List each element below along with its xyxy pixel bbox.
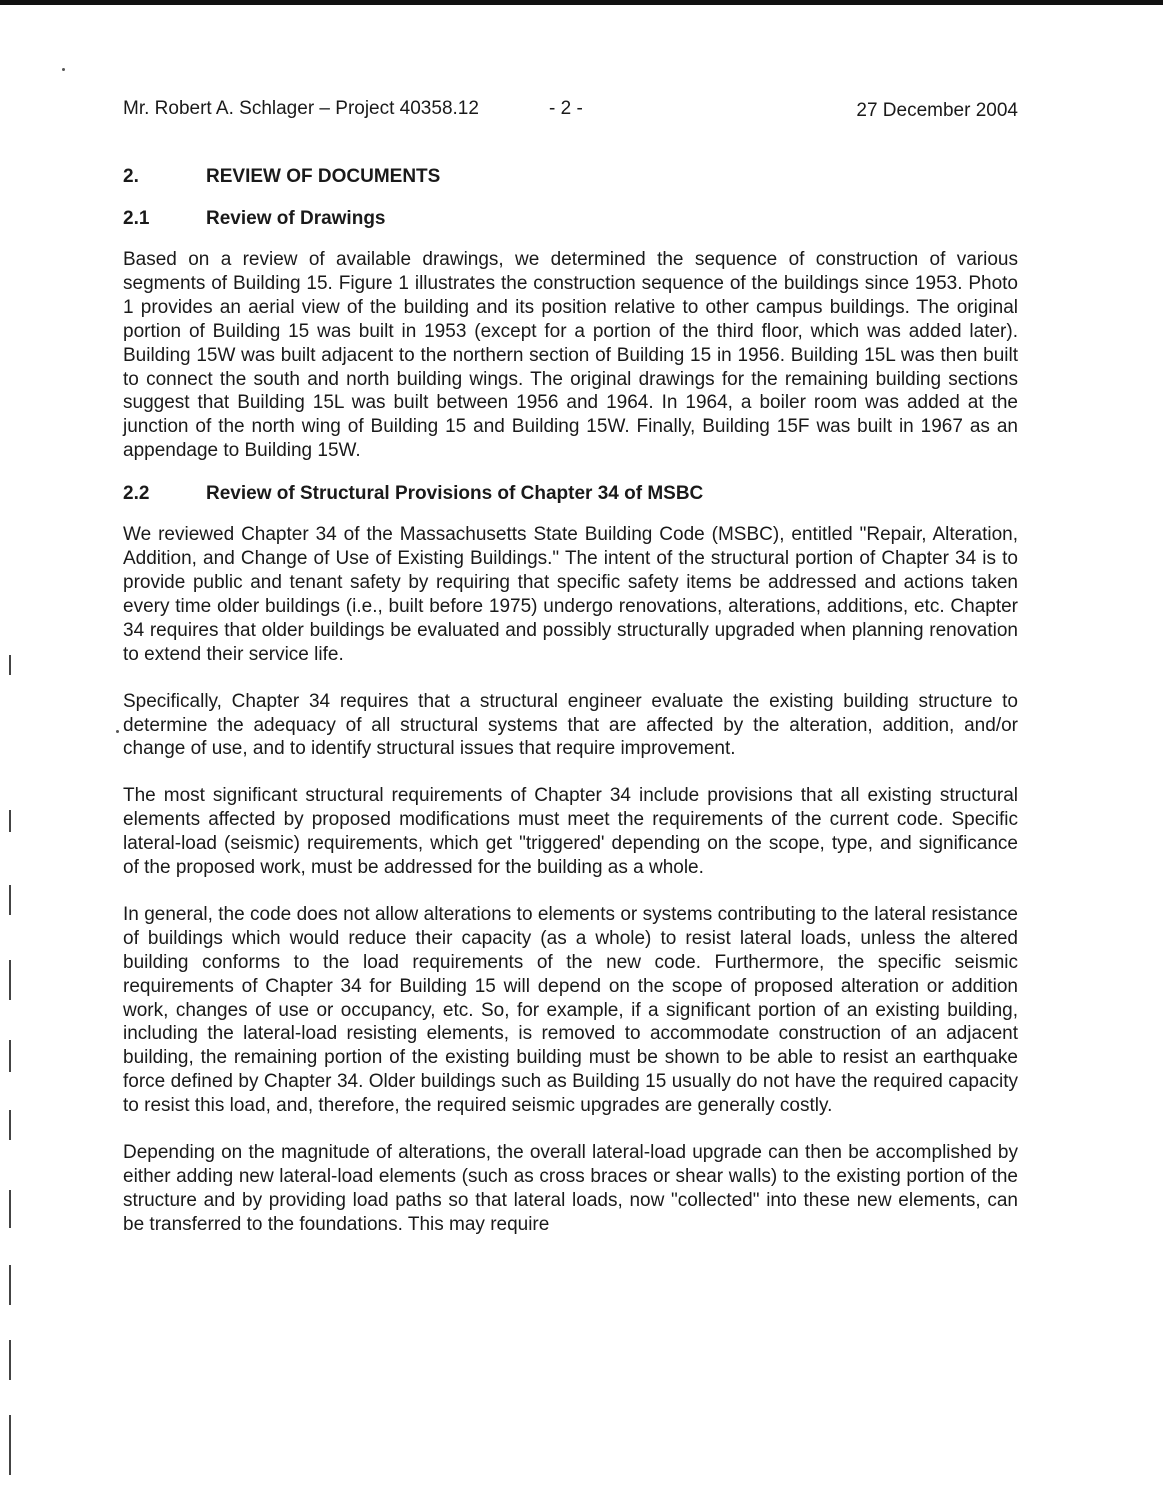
letter-page bbox=[123, 98, 1018, 1237]
binder-mark bbox=[9, 655, 11, 675]
binder-mark bbox=[9, 1265, 11, 1305]
section-2-heading bbox=[123, 166, 1018, 188]
page-header bbox=[123, 98, 1018, 128]
section-2-2-heading bbox=[123, 483, 1018, 505]
section-title: Review of Structural Provisions of Chapter 34 of MSBC bbox=[206, 483, 704, 505]
binder-mark bbox=[9, 1340, 11, 1380]
paragraph-lateral-load-upgrade: Depending on the magnitude of alterations, the overall lateral-load upgrade can then be accomplished by either adding new lateral-load elements (such as cross braces or shear walls) to the existing portion of the structure and by providing load paths so that lateral loads, now "collected" into these new elements, can be transferred to the foundations. This may require bbox=[123, 1142, 1018, 1235]
paragraph-review-drawings: Based on a review of available drawings, we determined the sequence of construction of various segments of Building 15. Figure 1 illustrates the construction sequence of the buildings since 1953. Photo 1 provides an aerial view of the building and its position relative to other campus buildings. The original portion of Building 15 was built in 1953 (except for a portion of the third floor, which was added later). Building 15W was built adjacent to the northern section of Building 15 in 1956. Building 15L was then built to connect the south and north building wings. The original drawings for the remaining building sections suggest that Building 15L was built between 1956 and 1964. In 1964, a boiler room was added at the junction of the north wing of Building 15 and Building 15W. Finally, Building 15F was built in 1967 as an appendage to Building 15W. bbox=[123, 249, 1018, 462]
paragraph-general-code: In general, the code does not allow alterations to elements or systems contributing to the lateral resistance of buildings which would reduce their capacity (as a whole) to resist lateral loads, unless the altered building conforms to the load requirements of the new code. Furthermore, the specific seismic requirements of Chapter 34 for Building 15 will depend on the scope of proposed alteration or addition work, changes of use or occupancy, etc. So, for example, if a significant portion of an existing building, including the lateral-load resisting elements, is removed to accommodate construction of an adjacent building, the remaining portion of the existing building must be shown to be able to resist an earthquake force defined by Chapter 34. Older buildings such as Building 15 usually do not have the required capacity to resist this load, and, therefore, the required seismic upgrades are generally costly. bbox=[123, 903, 1018, 1117]
binder-mark bbox=[9, 1110, 11, 1140]
header-recipient-project: Mr. Robert A. Schlager – Project 40358.12 bbox=[123, 98, 479, 119]
scan-speck bbox=[116, 730, 119, 733]
scan-speck bbox=[62, 68, 65, 71]
paragraph-engineer-evaluation: Specifically, Chapter 34 requires that a structural engineer evaluate the existing building structure to determine the adequacy of all structural systems that are affected by the alteration, addition, and/or change of use, and to identify structural issues that require improvement. bbox=[123, 690, 1018, 760]
binder-mark bbox=[9, 1415, 11, 1475]
section-number: 2. bbox=[123, 166, 139, 187]
paragraph-significant-requirements: The most significant structural requirements of Chapter 34 include provisions that all existing structural elements affected by proposed modifications must meet the requirements of the current code. Specific lateral-load (seismic) requirements, which get "triggered' depending on the scope, type, and significance of the proposed work, must be addressed for the building as a whole. bbox=[123, 785, 1018, 879]
section-title: Review of Drawings bbox=[206, 208, 386, 229]
header-page-number: - 2 - bbox=[549, 98, 583, 119]
paragraph-chapter-34-intro: We reviewed Chapter 34 of the Massachusetts State Building Code (MSBC), entitled "Repair, Alteration, Addition, and Change of Use of Existing Buildings." The intent of the structural portion of Chapter 34 is to provide public and tenant safety by requiring that specific safety items be addressed and actions taken every time older buildings (i.e., built before 1975) undergo renovations, alterations, additions, etc. Chapter 34 requires that older buildings be evaluated and possibly structurally upgraded when planning renovation to extend their service life. bbox=[123, 524, 1018, 665]
binder-mark bbox=[9, 1040, 11, 1072]
scan-top-edge bbox=[0, 0, 1163, 5]
binder-mark bbox=[9, 885, 11, 915]
section-number: 2.1 bbox=[123, 208, 150, 229]
binder-mark bbox=[9, 810, 11, 832]
binder-mark bbox=[9, 1190, 11, 1228]
header-date: 27 December 2004 bbox=[856, 100, 1018, 121]
binder-mark bbox=[9, 960, 11, 1000]
section-2-1-heading bbox=[123, 208, 1018, 230]
section-title: REVIEW OF DOCUMENTS bbox=[206, 166, 441, 187]
section-number: 2.2 bbox=[123, 483, 150, 505]
